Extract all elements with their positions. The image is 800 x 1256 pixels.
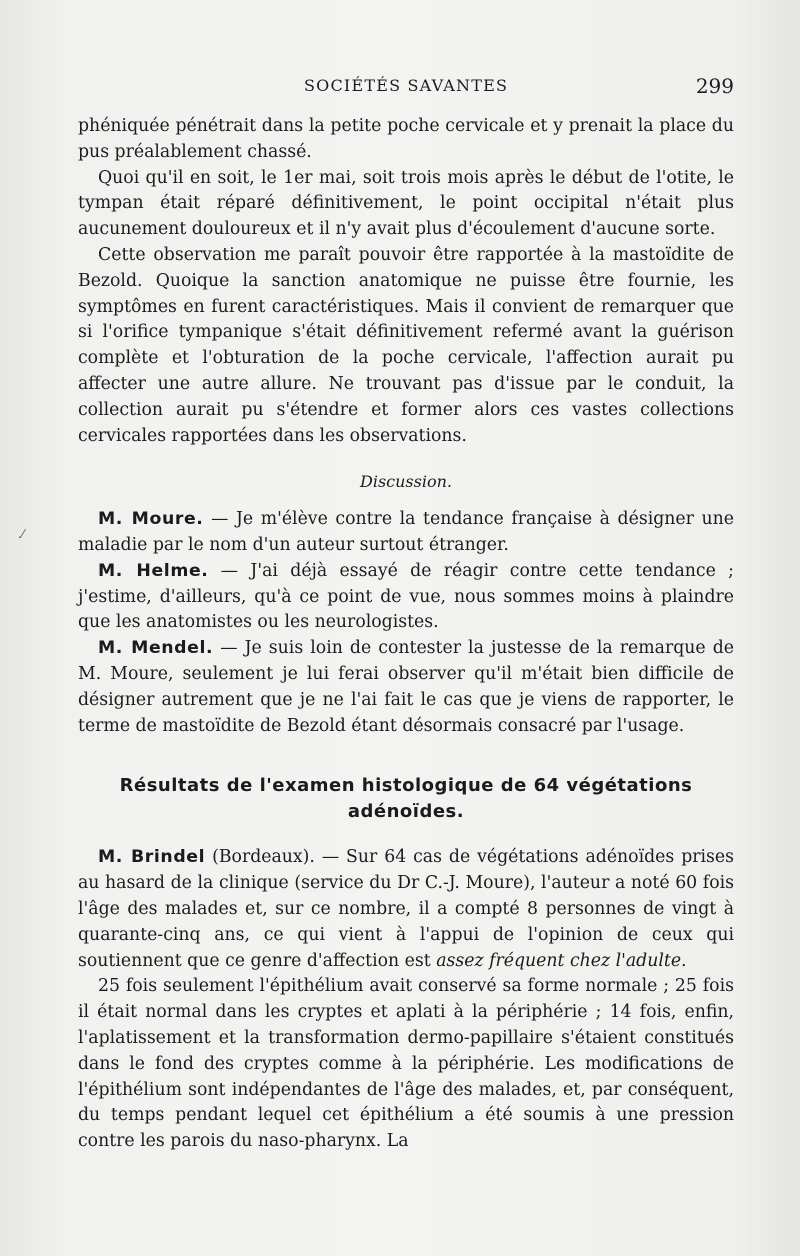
speech-text: — Je suis loin de contester la justesse de la remarque de M. Moure, seulement je lui ferai observer qu'il m'était bien difficile de désigner autrement que je ne l'ai fait le cas que je viens de rapporter, le terme de mastoïdite de Bezold étant désormais consacré par l'usage. — [78, 638, 734, 736]
paragraph-interpretation: Cette observation me paraît pouvoir être rapportée à la mastoïdite de Bezold. Quoique la sanction anatomique ne puisse être fournie, les symptômes en furent caractéristiques. Mais il convient de remarquer que si l'orifice tympanique s'était définitivement refermé avant la guérison complète et l'obturation de la poche cervicale, l'affection aurait pu affecter une autre allure. Ne trouvant pas d'issue par le conduit, la collection aurait pu s'étendre et former alors ces vastes collections cervicales rapportées dans les observations. — [78, 244, 734, 446]
discussion-helme — [78, 559, 734, 636]
discussion-heading: Discussion. — [360, 472, 452, 492]
running-title: SOCIÉTÉS SAVANTES — [304, 76, 509, 95]
paragraph-outcome: Quoi qu'il en soit, le 1er mai, soit trois mois après le début de l'otite, le tympan était réparé définitivement, le point occipital n'était plus aucunement douloureux et il n'y avait plus d'écoulement d'aucune sorte. — [78, 167, 734, 240]
speech-text: — Je m'élève contre la tendance française à désigner une maladie par le nom d'un auteur surtout étranger. — [78, 509, 734, 555]
paragraph-brindel — [78, 845, 734, 974]
section-heading: Résultats de l'examen histologique de 64 végétations adénoïdes. — [119, 775, 693, 823]
speaker-name: M. Brindel — [98, 847, 206, 868]
speech-text: — J'ai déjà essayé de réagir contre cette tendance ; j'estime, d'ailleurs, qu'à ce point de vue, nous sommes moins à plaindre que les anatomistes ou les neurologistes. — [78, 560, 734, 633]
discussion-mendel — [78, 636, 734, 739]
running-header — [78, 76, 734, 102]
paragraph-epithelium: 25 fois seulement l'épithélium avait conservé sa forme normale ; 25 fois il était normal dans les cryptes et aplati à la périphérie ; 14 fois, enfin, l'aplatissement et la transformation dermo-papillaire s'étaient constitués dans le fond des cryptes comme à la périphérie. Les modifications de l'épithélium sont indépendantes de l'âge des malades, et, par conséquent, du temps pendant lequel cet épithélium a été soumis à une pression contre les parois du naso-pharynx. La — [78, 976, 734, 1152]
speaker-name: M. Helme. — [98, 560, 209, 581]
report-text: (Bordeaux). — Sur 64 cas de végétations adénoïdes prises au hasard de la clinique (service du Dr C.-J. Moure), l'auteur a noté 60 fois l'âge des malades et, sur ce nombre, il a compté 8 personnes de vingt à quarante-cinq ans, ce qui vient à l'appui de l'opinion de ceux qui soutiennent que ce genre d'affection est — [78, 847, 735, 971]
margin-mark: .⁄ — [18, 527, 24, 541]
speaker-name: M. Mendel. — [98, 638, 214, 659]
body-text — [78, 114, 734, 1155]
emphasis-text: assez fréquent chez l'adulte — [436, 950, 682, 971]
speaker-name: M. Moure. — [98, 509, 204, 530]
page-number: 299 — [695, 74, 734, 98]
paragraph-continued: phéniquée pénétrait dans la petite poche cervicale et y prenait la place du pus préalablement chassé. — [78, 116, 734, 162]
sentence-end: . — [681, 950, 687, 971]
discussion-moure — [78, 507, 734, 559]
